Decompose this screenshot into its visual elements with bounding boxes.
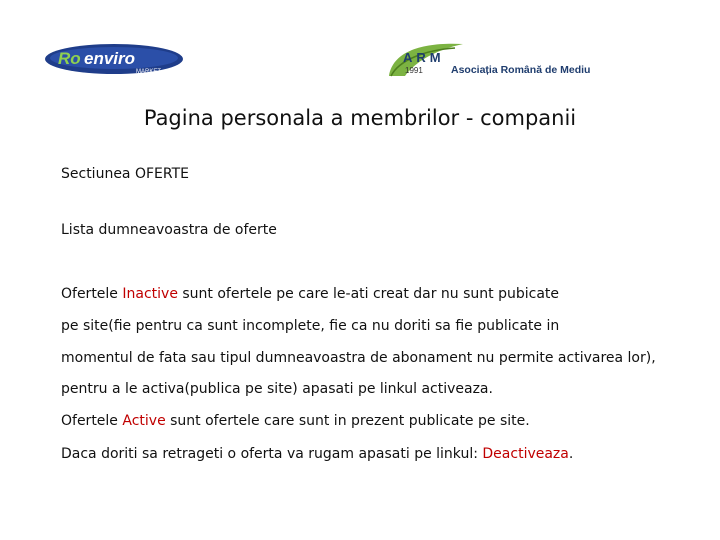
paragraph-line-1 (61, 286, 559, 302)
arm-logo (385, 40, 595, 80)
roenviro-logo-graphic (44, 42, 184, 76)
active-keyword: Active (122, 413, 166, 429)
svg-text:ARM: ARM (403, 50, 445, 65)
svg-text:1991: 1991 (405, 66, 423, 75)
svg-text:Asociația Română de Mediu: Asociația Română de Mediu (451, 64, 591, 76)
paragraph-line-4: pentru a le activa(publica pe site) apasati pe linkul activeaza. (61, 381, 493, 397)
paragraph-line-2: pe site(fie pentru ca sunt incomplete, fie ca nu doriti sa fie publicate in (61, 318, 560, 334)
line1-post: sunt ofertele pe care le-ati creat dar nu sunt pubicate (177, 286, 560, 302)
section-heading: Sectiunea OFERTE (61, 166, 189, 182)
arm-logo-graphic (385, 40, 595, 80)
line5-pre: Ofertele (61, 413, 123, 429)
line6-pre: Daca doriti sa retrageti o oferta va rugam apasati pe linkul: (61, 446, 483, 462)
inactive-keyword: Inactive (122, 286, 178, 302)
list-heading: Lista dumneavoastra de oferte (61, 222, 277, 238)
line6-post: . (568, 446, 574, 462)
page-title: Pagina personala a membrilor - companii (143, 106, 577, 130)
roenviro-market-logo (44, 42, 184, 76)
paragraph-line-3: momentul de fata sau tipul dumneavoastra de abonament nu permite activarea lor), (61, 350, 656, 366)
line5-post: sunt ofertele care sunt in prezent publicate pe site. (165, 413, 530, 429)
paragraph-line-5 (61, 413, 530, 429)
svg-text:enviro: enviro (84, 49, 136, 68)
line1-pre: Ofertele (61, 286, 123, 302)
svg-text:MARKET: MARKET (136, 69, 162, 75)
svg-text:Ro: Ro (58, 49, 81, 68)
deactiveaza-link[interactable]: Deactiveaza (482, 446, 569, 462)
paragraph-line-6 (61, 446, 573, 462)
